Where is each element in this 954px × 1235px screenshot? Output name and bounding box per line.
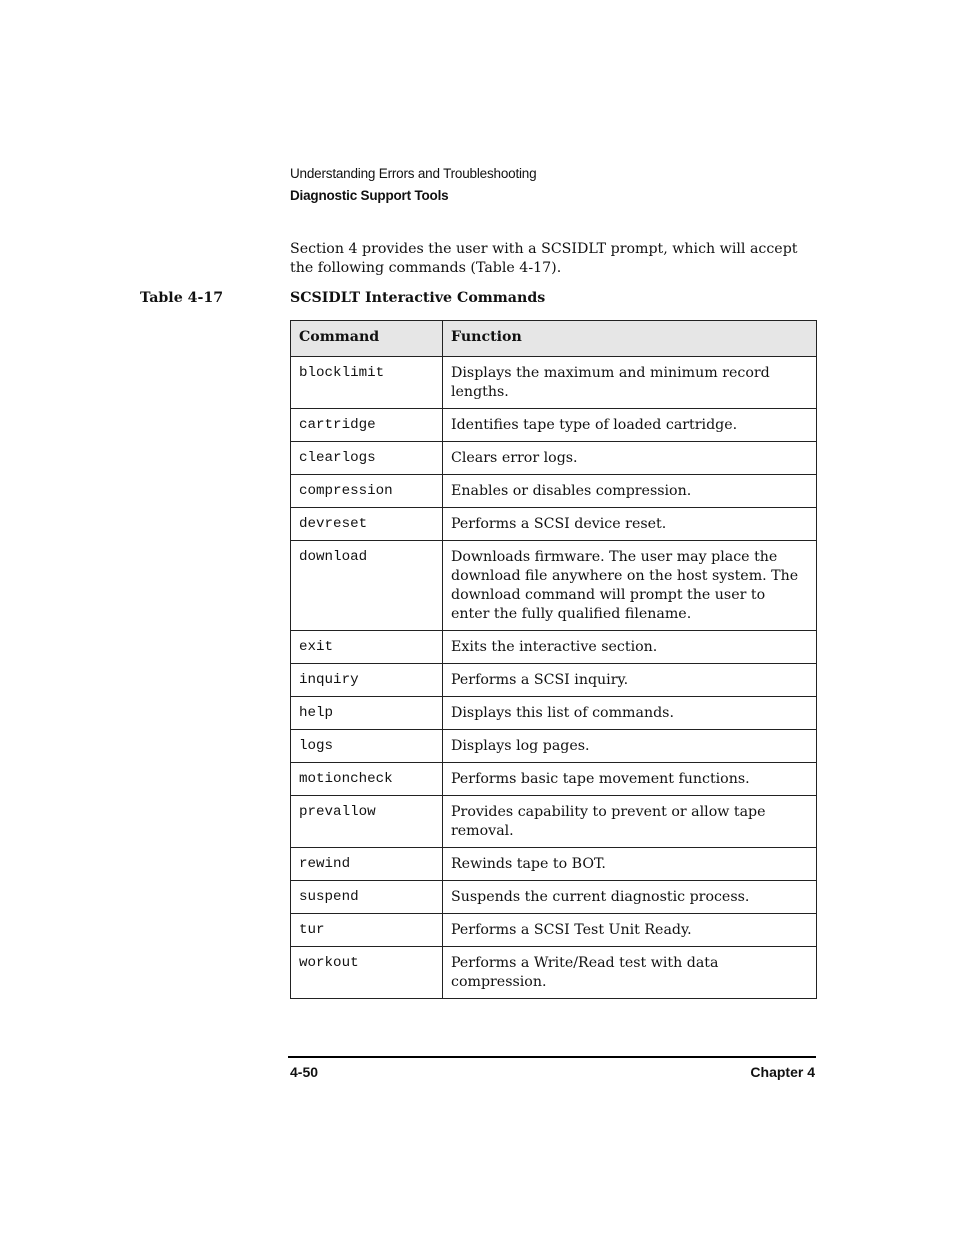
table-row <box>291 664 817 697</box>
function-cell: Displays the maximum and minimum record lengths. <box>443 357 817 409</box>
command-cell: exit <box>291 631 443 664</box>
table-row <box>291 881 817 914</box>
command-cell: tur <box>291 914 443 947</box>
table-row <box>291 796 817 848</box>
table-number: Table 4-17 <box>140 290 224 306</box>
function-cell: Clears error logs. <box>443 442 817 475</box>
command-cell: compression <box>291 475 443 508</box>
command-cell: blocklimit <box>291 357 443 409</box>
function-cell: Rewinds tape to BOT. <box>443 848 817 881</box>
table-row <box>291 763 817 796</box>
function-cell: Provides capability to prevent or allow tape removal. <box>443 796 817 848</box>
function-cell: Enables or disables compression. <box>443 475 817 508</box>
function-cell: Displays this list of commands. <box>443 697 817 730</box>
command-cell: inquiry <box>291 664 443 697</box>
function-cell: Performs a Write/Read test with data compression. <box>443 947 817 999</box>
column-header-function: Function <box>443 321 817 357</box>
column-header-command: Command <box>291 321 443 357</box>
table-row <box>291 508 817 541</box>
command-cell: workout <box>291 947 443 999</box>
table-title: SCSIDLT Interactive Commands <box>290 290 546 306</box>
function-cell: Performs a SCSI Test Unit Ready. <box>443 914 817 947</box>
table-row <box>291 442 817 475</box>
table-row <box>291 697 817 730</box>
table-row <box>291 409 817 442</box>
function-cell: Identifies tape type of loaded cartridge. <box>443 409 817 442</box>
command-cell: logs <box>291 730 443 763</box>
chapter-label: Chapter 4 <box>750 1064 815 1080</box>
function-cell: Performs a SCSI device reset. <box>443 508 817 541</box>
function-cell: Exits the interactive section. <box>443 631 817 664</box>
running-header-section: Understanding Errors and Troubleshooting <box>290 166 537 181</box>
command-cell: help <box>291 697 443 730</box>
table-row <box>291 541 817 631</box>
function-cell: Performs a SCSI inquiry. <box>443 664 817 697</box>
intro-paragraph: Section 4 provides the user with a SCSIDLT prompt, which will accept the following commands (Table 4-17). <box>290 241 798 276</box>
command-cell: clearlogs <box>291 442 443 475</box>
footer-rule <box>288 1056 816 1058</box>
page-number: 4-50 <box>290 1064 319 1080</box>
command-cell: motioncheck <box>291 763 443 796</box>
function-cell: Downloads firmware. The user may place the download file anywhere on the host system. The download command will prompt the user to enter the fully qualified filename. <box>443 541 817 631</box>
command-cell: prevallow <box>291 796 443 848</box>
command-cell: devreset <box>291 508 443 541</box>
table-header-row <box>291 321 817 357</box>
table-row <box>291 631 817 664</box>
table-row <box>291 914 817 947</box>
table-row <box>291 947 817 999</box>
table-row <box>291 848 817 881</box>
command-cell: download <box>291 541 443 631</box>
running-header-subsection: Diagnostic Support Tools <box>290 188 449 203</box>
table-row <box>291 475 817 508</box>
function-cell: Suspends the current diagnostic process. <box>443 881 817 914</box>
commands-table <box>290 320 817 999</box>
table-row <box>291 357 817 409</box>
function-cell: Displays log pages. <box>443 730 817 763</box>
table-row <box>291 730 817 763</box>
function-cell: Performs basic tape movement functions. <box>443 763 817 796</box>
command-cell: cartridge <box>291 409 443 442</box>
command-cell: rewind <box>291 848 443 881</box>
command-cell: suspend <box>291 881 443 914</box>
